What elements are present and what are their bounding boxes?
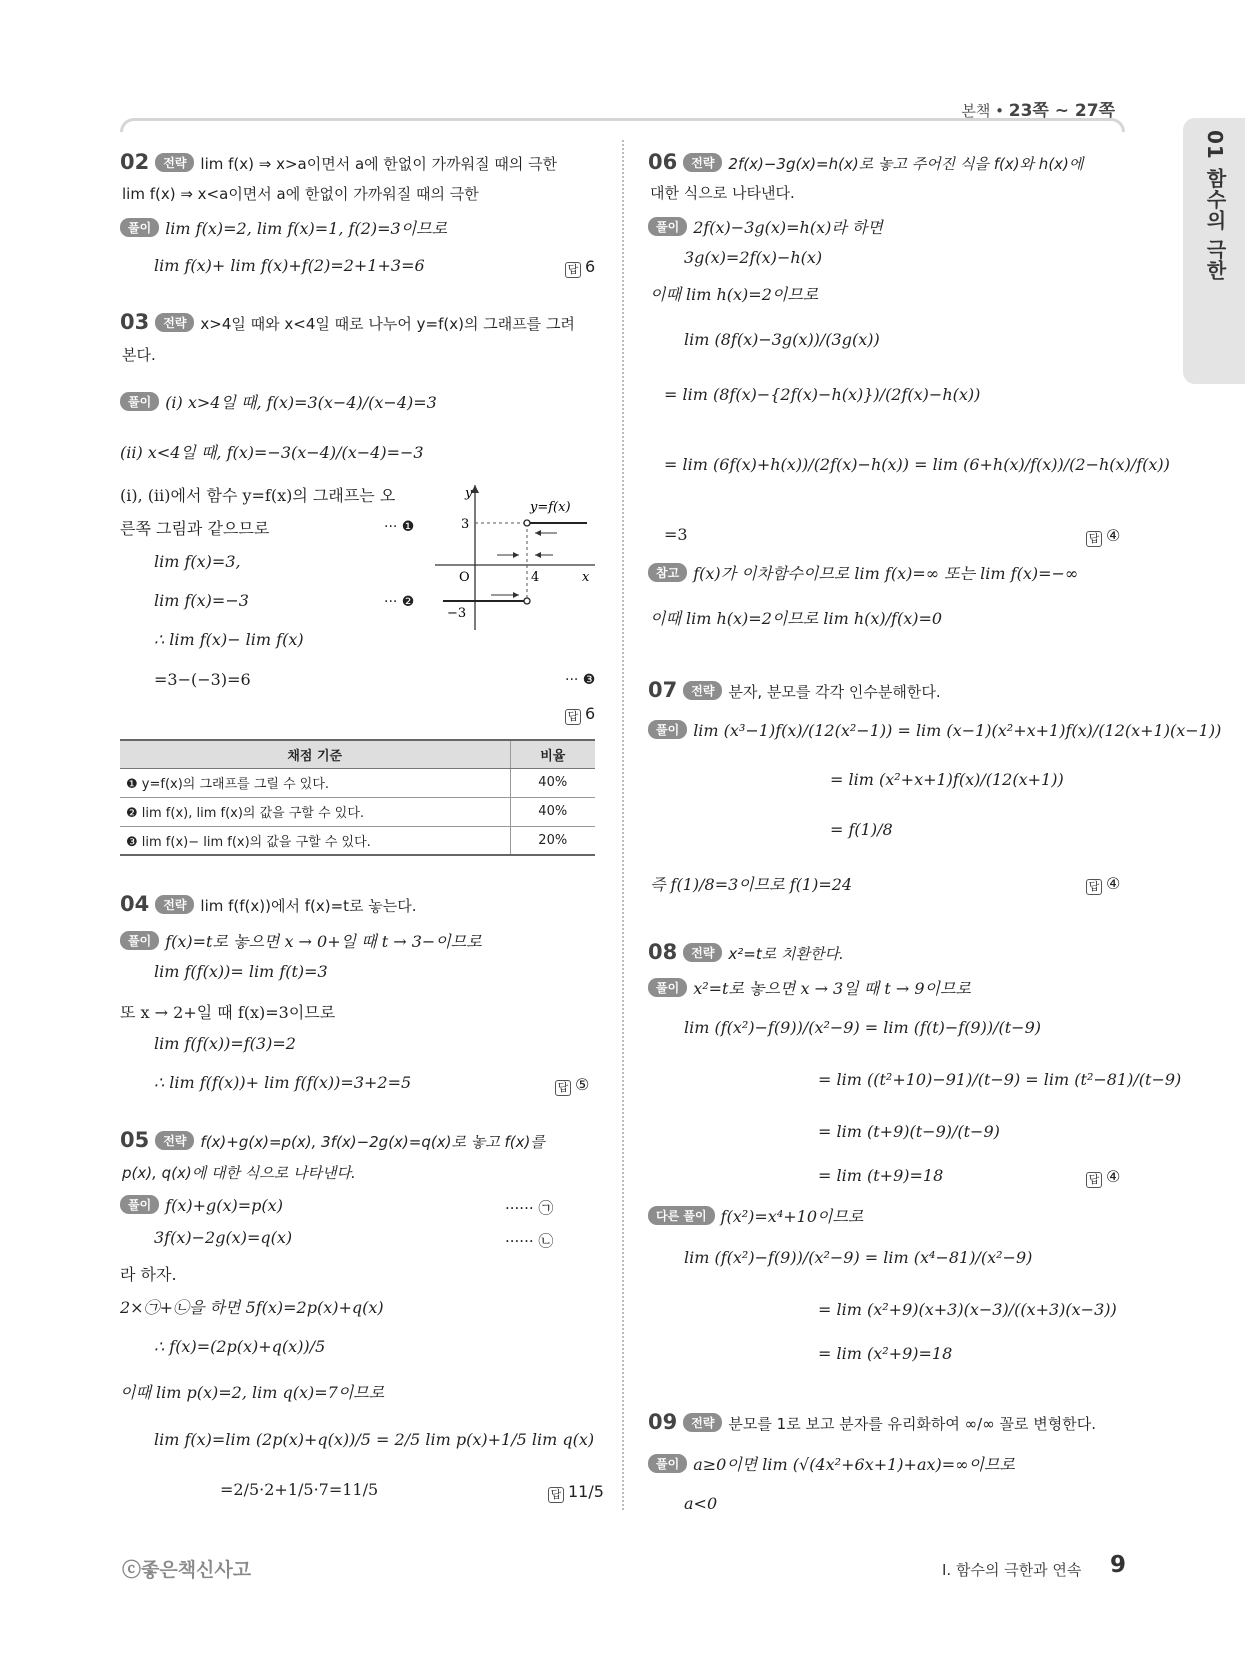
solution-badge: 풀이 [648,1454,687,1473]
footer-chapter-title: Ⅰ. 함수의 극한과 연속 [942,1561,1082,1579]
strategy-badge: 전략 [683,681,722,700]
strategy-badge: 전략 [155,153,194,172]
line: x²=t로 놓으면 x → 3일 때 t → 9이므로 [693,979,971,998]
line: lim f(f(x))=f(3)=2 [154,1034,296,1053]
line: 이때 lim p(x)=2, lim q(x)=7이므로 [120,1383,385,1402]
problem-number: 07 [648,678,678,702]
line: lim f(x) ⇒ x<a이면서 a에 한없이 가까워질 때의 극한 [122,185,479,203]
open-point-top [524,520,530,526]
answer [555,1075,589,1096]
open-point-bottom [524,598,530,604]
table-row [120,826,595,855]
line: f(x)=t로 놓으면 x → 0+일 때 t → 3−이므로 [165,932,482,951]
line: = lim (x²+9)(x+3)(x−3)/((x+3)(x−3)) [818,1300,1117,1319]
y-axis-label: y [465,486,473,501]
problem-05-solution [120,1195,283,1215]
strategy-badge: 전략 [155,313,194,332]
solution-badge: 풀이 [648,217,687,236]
book-label: 본책 [961,102,991,120]
line: = lim (t+9)=18 [818,1166,944,1185]
line: = lim (x²+x+1)f(x)/(12(x+1)) [830,770,1064,789]
problem-08-solution [648,976,971,999]
table-row [120,797,595,826]
answer-value: 6 [585,704,596,723]
table-cell: ❶ y=f(x)의 그래프를 그릴 수 있다. [120,768,510,797]
line: =3 [664,525,688,544]
chapter-tab-label: 01 함수의 극한 [1203,130,1227,281]
step-marker: ··· ❶ [384,519,415,535]
line: lim f(x) ⇒ x>a이면서 a에 한없이 가까워질 때의 극한 [200,155,558,173]
x-axis-label: x [582,570,590,585]
strategy-badge: 전략 [683,1413,722,1432]
answer [565,257,595,278]
answer-value: ⑤ [575,1075,590,1094]
line: ∴ lim f(f(x))+ lim f(f(x))=3+2=5 [154,1073,412,1092]
line: f(x)+g(x)=p(x), 3f(x)−2g(x)=q(x)로 놓고 f(x)를 [200,1133,545,1151]
solution-badge: 풀이 [120,392,159,411]
line: lim f(x)=−3 [154,591,249,610]
chapter-tab [1183,118,1245,384]
alt-solution-badge: 다른 풀이 [648,1206,715,1225]
line: ∴ lim f(x)− lim f(x) [154,630,304,649]
table-row [120,768,595,797]
answer-icon: 답 [565,262,581,278]
problem-04-strategy [120,892,417,916]
answer-icon: 답 [555,1080,571,1096]
line: = lim (t+9)(t−9)/(t−9) [818,1122,1000,1141]
running-head: 본책 • 23쪽 ~ 27쪽 [961,101,1115,121]
line: 2f(x)−3g(x)=h(x)로 놓고 주어진 식을 f(x)와 h(x)에 [728,155,1084,173]
problem-08-alt-solution [648,1204,863,1227]
problem-04-solution [120,929,482,952]
problem-06-strategy [648,150,1083,174]
line: lim (f(x²)−f(9))/(x²−9) = lim (x⁴−81)/(x²−9) [684,1248,1033,1267]
line: x²=t로 치환한다. [728,945,844,963]
line: 이때 lim h(x)=2이므로 [650,285,819,304]
arrow-mid-left-head [513,552,519,558]
solution-badge: 풀이 [120,218,159,237]
problem-06-note [648,561,1078,584]
line: = lim ((t²+10)−91)/(t−9) = lim (t²−81)/(t−9) [818,1070,1182,1089]
curve-label: y=f(x) [530,500,571,515]
table-cell: ❸ lim f(x)− lim f(x)의 값을 구할 수 있다. [120,826,510,855]
table-cell: 40% [510,797,595,826]
problem-05-strategy [120,1128,545,1152]
line: lim f(x)=lim (2p(x)+q(x))/5 = 2/5 lim p(x)+1/5 lim q(x) [154,1430,595,1449]
origin-label: O [459,570,470,585]
answer-value: ④ [1106,526,1121,545]
solution-badge: 풀이 [120,1195,159,1214]
line: =3−(−3)=6 [154,670,251,689]
table-header: 채점 기준 [120,740,510,768]
problem-number: 03 [120,310,150,334]
line: = lim (6f(x)+h(x))/(2f(x)−h(x)) = lim (6+h(x)/f(x))/(2−h(x)/f(x)) [664,455,1170,474]
page-range: 23쪽 ~ 27쪽 [1008,101,1115,121]
answer-icon: 답 [1086,1172,1102,1188]
problem-number: 02 [120,150,150,174]
tick-y-3: 3 [461,517,470,532]
line: lim f(f(x))= lim f(t)=3 [154,962,328,981]
problem-number: 05 [120,1128,150,1152]
tick-x-4: 4 [531,570,540,585]
scoring-table [120,739,595,856]
equation-tag: ······ ㉠ [505,1199,554,1217]
line: lim (x³−1)f(x)/(12(x²−1)) = lim (x−1)(x²+x+1)f(x)/(12(x+1)(x−1)) [693,721,1222,740]
answer [1086,1167,1120,1188]
line: 라 하자. [120,1265,177,1284]
problem-number: 08 [648,940,678,964]
arrow-mid-right-head [535,552,541,558]
line: p(x), q(x)에 대한 식으로 나타낸다. [122,1164,356,1182]
problem-09-solution [648,1452,1015,1475]
problem-02-solution [120,216,447,239]
problem-02-strategy [120,150,557,174]
line: (ⅱ) x<4일 때, f(x)=−3(x−4)/(x−4)=−3 [120,443,424,462]
line: lim f(x)+ lim f(x)+f(2)=2+1+3=6 [154,256,425,275]
line: 즉 f(1)/8=3이므로 f(1)=24 [650,875,853,894]
header-rule [120,118,1125,132]
line: 3f(x)−2g(x)=q(x) [154,1228,293,1247]
line: ∴ f(x)=(2p(x)+q(x))/5 [154,1337,326,1356]
problem-03-strategy [120,310,575,334]
line: 대한 식으로 나타낸다. [650,184,795,202]
problem-03-solution [120,390,437,413]
line: a<0 [684,1494,718,1513]
line: f(x)+g(x)=p(x) [165,1196,283,1215]
arrow-top-head [535,530,541,536]
strategy-badge: 전략 [683,153,722,172]
solution-badge: 풀이 [648,720,687,739]
problem-06-solution [648,215,883,238]
graph-y-fx [435,485,595,635]
line: lim (8f(x)−3g(x))/(3g(x)) [684,330,880,349]
line: lim f(f(x))에서 f(x)=t로 놓는다. [200,897,417,915]
answer-value: 11/5 [568,1482,604,1501]
table-header: 비율 [510,740,595,768]
line: = lim (8f(x)−{2f(x)−h(x)})/(2f(x)−h(x)) [664,385,981,404]
strategy-badge: 전략 [155,1131,194,1150]
line: = lim (x²+9)=18 [818,1344,953,1363]
note-badge: 참고 [648,563,687,582]
step-marker: ··· ❷ [384,594,415,610]
problem-09-strategy [648,1410,1096,1434]
line: 이때 lim h(x)=2이므로 lim h(x)/f(x)=0 [650,609,943,628]
problem-number: 04 [120,892,150,916]
problem-number: 09 [648,1410,678,1434]
answer [1086,874,1120,895]
solution-badge: 풀이 [120,931,159,950]
answer-icon: 답 [1086,531,1102,547]
problem-number: 06 [648,150,678,174]
line: 른쪽 그림과 같으므로 [120,519,270,538]
table-header-row [120,740,595,768]
tick-y-neg3: −3 [447,606,467,621]
line: 분모를 1로 보고 분자를 유리화하여 ∞/∞ 꼴로 변형한다. [728,1415,1096,1433]
line: (ⅰ), (ⅱ)에서 함수 y=f(x)의 그래프는 오 [120,486,396,505]
table-cell: 40% [510,768,595,797]
line: 2×㉠+㉡을 하면 5f(x)=2p(x)+q(x) [120,1298,384,1317]
problem-07-strategy [648,678,941,702]
answer-icon: 답 [548,1487,564,1503]
strategy-badge: 전략 [155,895,194,914]
line: 본다. [122,346,156,364]
column-divider [622,140,624,1510]
line: 분자, 분모를 각각 인수분해한다. [728,683,941,701]
step-marker: ··· ❸ [565,672,596,688]
problem-08-strategy [648,940,844,964]
answer [548,1482,604,1503]
arrow-bottom-head [513,592,519,598]
equation-tag: ······ ㉡ [505,1232,554,1250]
answer-icon: 답 [565,709,581,725]
line: 또 x → 2+일 때 f(x)=3이므로 [120,1003,336,1022]
line: f(x)가 이차함수이므로 lim f(x)=∞ 또는 lim f(x)=−∞ [693,564,1079,583]
solution-badge: 풀이 [648,978,687,997]
line: lim (f(x²)−f(9))/(x²−9) = lim (f(t)−f(9))/(t−9) [684,1018,1041,1037]
publisher-logo: ⓒ좋은책신사고 [122,1559,252,1581]
line: lim f(x)=2, lim f(x)=1, f(2)=3이므로 [165,219,448,238]
table-cell: ❷ lim f(x), lim f(x)의 값을 구할 수 있다. [120,797,510,826]
line: (ⅰ) x>4일 때, f(x)=3(x−4)/(x−4)=3 [165,393,437,412]
answer-icon: 답 [1086,879,1102,895]
line: = f(1)/8 [830,820,893,839]
line: f(x²)=x⁴+10이므로 [720,1207,864,1226]
line: =2/5·2+1/5·7=11/5 [220,1480,379,1499]
line: 3g(x)=2f(x)−h(x) [684,248,823,267]
line: lim f(x)=3, [154,552,241,571]
answer [565,704,595,725]
problem-07-solution [648,720,1221,740]
answer [1086,526,1120,547]
table-cell: 20% [510,826,595,855]
answer-value: ④ [1106,874,1121,893]
line: 2f(x)−3g(x)=h(x)라 하면 [693,218,883,237]
line: x>4일 때와 x<4일 때로 나누어 y=f(x)의 그래프를 그려 [200,315,575,333]
answer-value: ④ [1106,1167,1121,1186]
line: a≥0이면 lim (√(4x²+6x+1)+ax)=∞이므로 [693,1455,1015,1474]
page-number: 9 [1110,1552,1127,1578]
answer-value: 6 [585,257,596,276]
strategy-badge: 전략 [683,943,722,962]
